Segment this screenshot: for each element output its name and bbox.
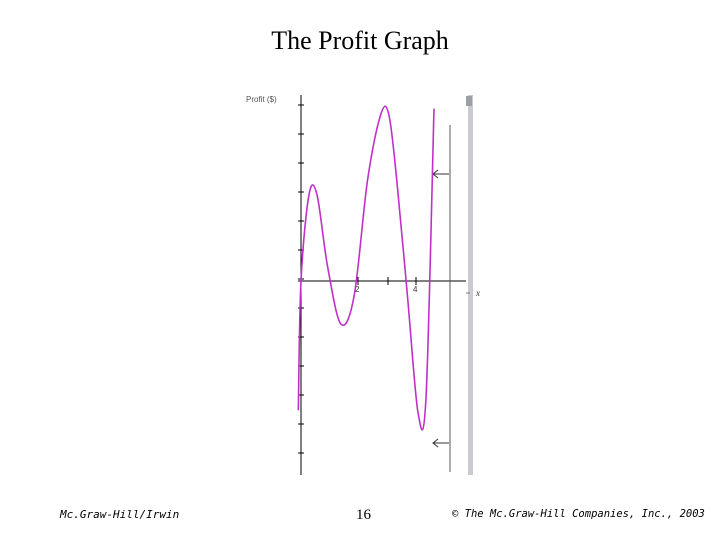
- y-axis-label: Profit ($): [246, 95, 277, 104]
- arrow-lower: [433, 439, 449, 447]
- page-title: The Profit Graph: [271, 26, 449, 55]
- scrollbar-track: [468, 95, 473, 475]
- page-number: 16: [356, 507, 371, 523]
- footer-publisher: Mc.Graw-Hill/Irwin: [60, 508, 180, 521]
- x-tick-label-2: 2: [355, 285, 360, 294]
- footer-copyright: © The Mc.Graw-Hill Companies, Inc., 2003: [452, 508, 705, 520]
- profit-curve: [298, 106, 434, 430]
- scrollbar-grip: [466, 96, 472, 106]
- x-axis-label: x: [476, 288, 480, 298]
- x-tick-label-4: 4: [413, 285, 418, 294]
- arrow-upper: [433, 170, 449, 178]
